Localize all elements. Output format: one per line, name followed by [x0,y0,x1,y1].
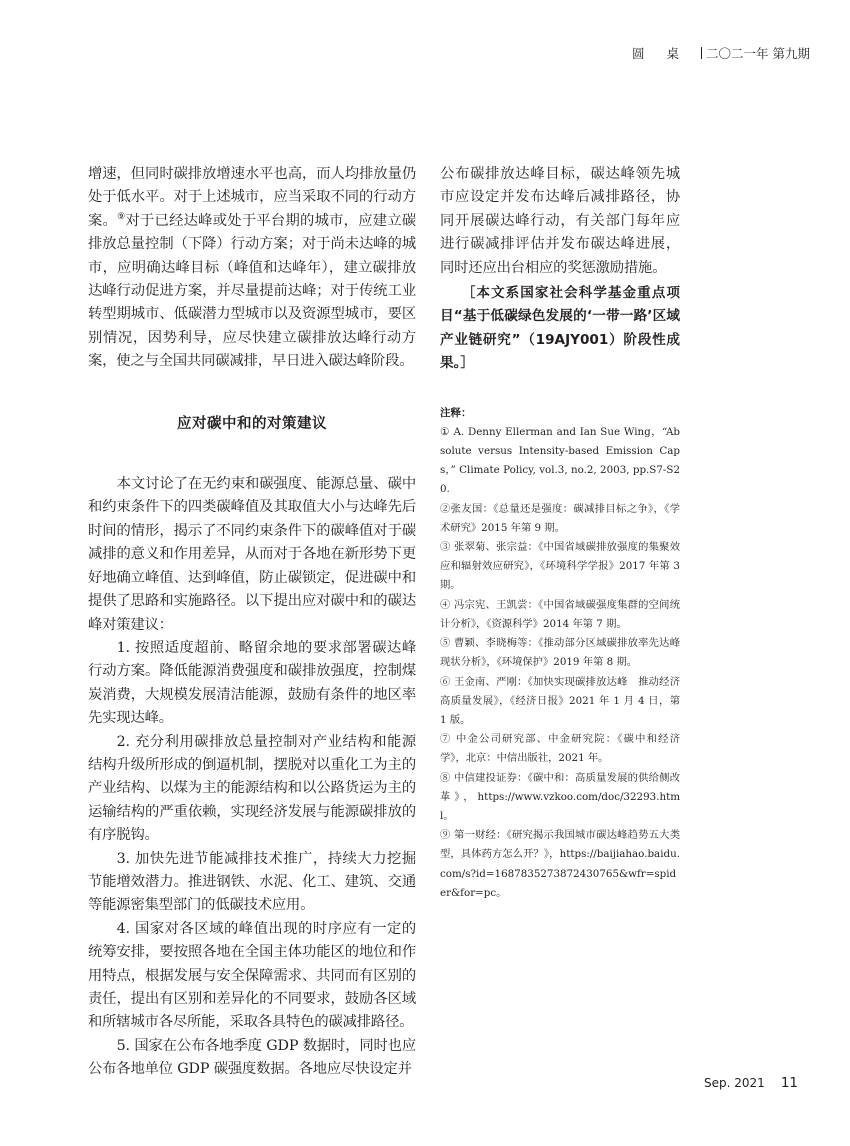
note-4: ④ 冯宗宪、王凯尝：《中国省域碳强度集群的空间统计分析》，《资源科学》2014 年第 7 期。 [440,598,680,630]
footer-date: Sep. 2021 [704,1076,765,1090]
recommendation-4: 4. 国家对各区域的峰值出现的时序应有一定的统筹安排，要按照各地在全国主体功能区的地位和作用特点，根据发展与安全保障需求、共同而有区别的责任，提出有区别和差异化的不同要求，鼓励各区域和所辖城市各尽所能，采取各具特色的碳减排路径。 [88,920,416,1031]
recommendation-3: 3. 加快先进节能减排技术推广，持续大力挖掘节能增效潜力。推进钢铁、水泥、化工、建筑、交通等能源密集型部门的低碳技术应用。 [88,850,416,914]
journal-name: 圆桌 [632,46,702,61]
note-1: ① A. Denny Ellerman and Ian Sue Wing，“Absolute versus Intensity-based Emission Caps，” Climate Policy, vol.3, no.2, 2003, pp.S7-S20. [440,425,680,496]
right-column [440,163,680,903]
issue-label: 二〇二一年 第九期 [706,46,810,61]
recommendation-5: 5. 国家在公布各地季度 GDP 数据时，同时也应公布各地单位 GDP 碳强度数据。各地应尽快设定并 [88,1037,416,1078]
section-title: 应对碳中和的对策建议 [177,414,327,432]
funding-note: ［本文系国家社会科学基金重点项目“基于低碳绿色发展的‘一带一路’区域产业链研究”（19AJY001）阶段性成果。］ [440,285,680,372]
recommendation-1: 1. 按照适度超前、略留余地的要求部署碳达峰行动方案。降低能源消费强度和碳排放强度，控制煤炭消费，大规模发展清洁能源，鼓励有条件的地区率先实现达峰。 [88,639,416,727]
page-number: 11 [780,1075,798,1091]
note-9: ⑨ 第一财经：《研究揭示我国城市碳达峰趋势五大类型，具体药方怎么开？》，https://baijiahao.baidu.com/s?id=1687835273872430765&wfr=spider&for=pc。 [440,829,680,899]
paragraph-1 [88,163,416,374]
note-2: ②张友国：《总量还是强度：碳减排目标之争》，《学术研究》2015 年第 9 期。 [440,502,680,534]
notes-section [440,404,680,903]
paragraph-1-part-b: 对于已经达峰或处于平台期的城市，应建立碳排放总量控制（下降）行动方案；对于尚未达峰的城市，应明确达峰目标（峰值和达峰年），建立碳排放达峰行动促进方案，并尽量提前达峰；对于传统工业转型期城市、低碳潜力型城市以及资源型城市，要区别情况，因势利导，应尽快建立碳排放达峰行动方案，使之与全国共同碳减排，早日进入碳达峰阶段。 [88,212,417,370]
header-divider [701,47,702,59]
paragraph-1-part-a: 增速，但同时碳排放增速水平也高，而人均排放量仍处于低水平。对于上述城市，应当采取不同的行动方案。 [88,166,416,229]
paragraph-2: 本文讨论了在无约束和碳强度、能源总量、碳中和约束条件下的四类碳峰值及其取值大小与达峰先后时间的情形，揭示了不同约束条件下的碳峰值对于碳减排的意义和作用差异，从而对于各地在新形势下更好地确立峰值、达到峰值，防止碳锁定，促进碳中和提供了思路和实施路径。以下提出应对碳中和的碳达峰对策建议： [88,476,416,633]
note-7: ⑦ 中金公司研究部、中金研究院：《碳中和经济学》，北京：中信出版社，2021 年。 [440,733,680,765]
note-6: ⑥ 王金南、严刚：《加快实现碳排放达峰 推动经济高质量发展》，《经济日报》2021 年 1 月 4 日，第 1 版。 [440,675,680,726]
note-8: ⑧ 中信建投证券：《碳中和：高质量发展的供给侧改革》，https://www.vzkoo.com/doc/32293.html。 [440,771,680,822]
left-column [88,163,416,1082]
note-5: ⑤ 曹颖、李晓梅等：《推动部分区域碳排放率先达峰现状分析》，《环境保护》2019 年第 8 期。 [440,637,680,669]
note-3: ③ 张翠菊、张宗益：《中国省域碳排放强度的集聚效应和辐射效应研究》，《环境科学学报》2017 年第 3 期。 [440,541,680,592]
notes-title: 注释： [440,406,472,419]
recommendation-2: 2. 充分利用碳排放总量控制对产业结构和能源结构升级所形成的倒逼机制，摆脱对以重化工为主的产业结构、以煤为主的能源结构和以公路货运为主的运输结构的严重依赖，实现经济发展与能源碳排放的有序脱钩。 [88,733,416,844]
footnote-ref-9[interactable]: ⑨ [117,211,126,222]
page-footer [704,1075,798,1091]
paragraph-continued: 公布碳排放达峰目标，碳达峰领先城市应设定并发布达峰后减排路径，协同开展碳达峰行动，有关部门每年应进行碳减排评估并发布碳达峰进展，同时还应出台相应的奖惩激励措施。 [440,166,680,276]
running-header [632,44,810,62]
